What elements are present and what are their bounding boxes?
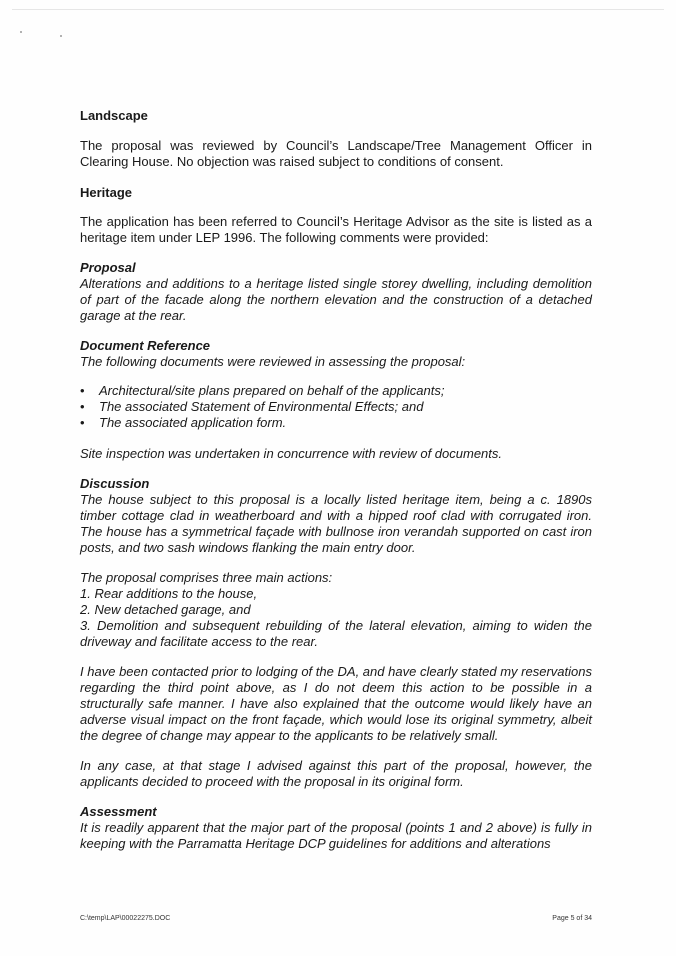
document-reference-intro: The following documents were reviewed in assessing the proposal:	[80, 354, 466, 369]
landscape-heading: Landscape	[80, 108, 148, 123]
landscape-text: The proposal was reviewed by Council’s Landscape/Tree Management Officer in Clearing House. No objection was raised subject to conditions of consent.	[80, 138, 592, 169]
scan-speck	[60, 35, 62, 37]
assessment-heading: Assessment	[80, 804, 157, 819]
discussion-paragraph: The house subject to this proposal is a locally listed heritage item, being a c. 1890s timber cottage clad in weatherboard and with a hipped roof clad with corrugated iron. The house has a symmetrical façade with bullnose iron verandah supported on cast iron posts, and two sash windows flanking the main entry door.	[80, 492, 592, 555]
heritage-text: The application has been referred to Council’s Heritage Advisor as the site is listed as a heritage item under LEP 1996. The following comments were provided:	[80, 214, 592, 245]
document-reference-heading: Document Reference	[80, 338, 211, 353]
action-item: 2. New detached garage, and	[80, 602, 251, 617]
discussion-paragraph: In any case, at that stage I advised against this part of the proposal, however, the applicants decided to proceed with the proposal in its original form.	[80, 758, 592, 789]
proposal-text: Alterations and additions to a heritage listed single storey dwelling, including demolition of part of the facade along the northern elevation and the construction of a detached garage at the rear.	[80, 276, 592, 323]
document-body	[80, 108, 592, 852]
scan-speck	[20, 31, 22, 33]
proposal-heading: Proposal	[80, 260, 136, 275]
list-item: • The associated Statement of Environmental Effects; and	[80, 399, 592, 415]
top-border	[12, 9, 664, 10]
list-item: • The associated application form.	[80, 415, 592, 431]
discussion-heading: Discussion	[80, 476, 150, 491]
site-inspection-note: Site inspection was undertaken in concurrence with review of documents.	[80, 446, 502, 461]
discussion-paragraph: I have been contacted prior to lodging of the DA, and have clearly stated my reservations regarding the third point above, as I do not deem this action to be possible in a structurally safe manner. I have also explained that the outcome would likely have an adverse visual impact on the front façade, which would lose its original symmetry, albeit the degree of change may appear to the applicants to be relatively small.	[80, 664, 592, 743]
list-item: • Architectural/site plans prepared on behalf of the applicants;	[80, 383, 592, 399]
action-item: 1. Rear additions to the house,	[80, 586, 258, 601]
actions-intro: The proposal comprises three main actions:	[80, 570, 333, 585]
action-item: 3. Demolition and subsequent rebuilding of the lateral elevation, aiming to widen the driveway and facilitate access to the rear.	[80, 618, 592, 649]
document-list	[80, 383, 592, 431]
assessment-text: It is readily apparent that the major part of the proposal (points 1 and 2 above) is fully in keeping with the Parramatta Heritage DCP guidelines for additions and alterations	[80, 820, 592, 851]
footer-page-number: Page 5 of 34	[552, 915, 592, 922]
heritage-heading: Heritage	[80, 185, 133, 200]
footer-file-path: C:\temp\LAP\00022275.DOC	[80, 915, 171, 922]
